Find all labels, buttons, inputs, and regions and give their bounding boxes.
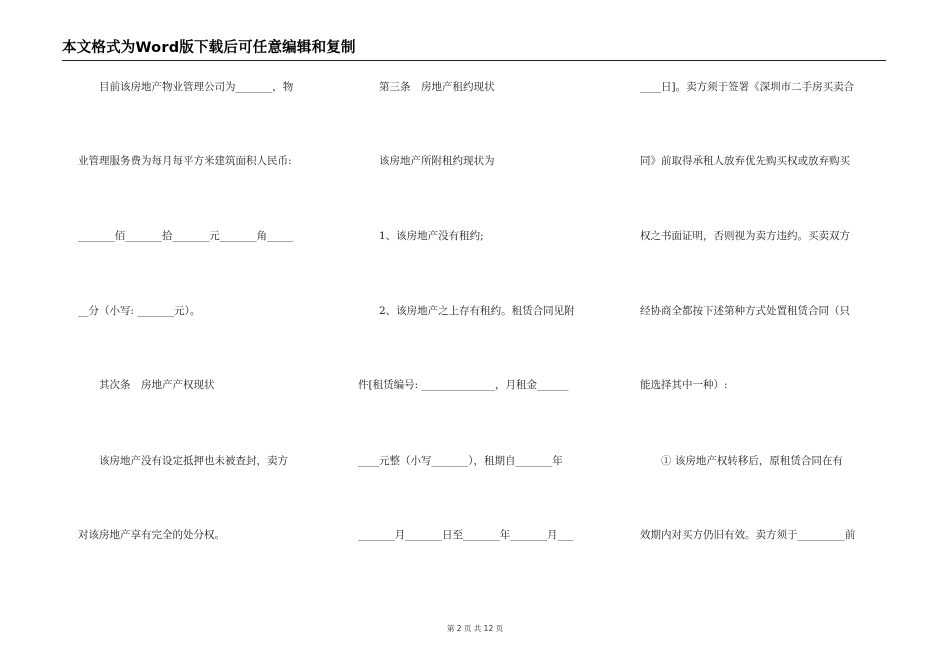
section-heading: 其次条 房地产产权现状 bbox=[78, 379, 215, 391]
text-line: _______月_______日至_______年_______月___ bbox=[358, 529, 574, 541]
text-line: 能选择其中一种）: bbox=[640, 379, 728, 391]
text-line: 同》前取得承租人放弃优先购买权或放弃购买 bbox=[640, 155, 850, 167]
text-line: __分（小写: _______元）。 bbox=[78, 305, 201, 317]
text-line: 经协商全都按下述第种方式处置租赁合同（只 bbox=[640, 305, 850, 317]
text-line: ____日]。卖方须于签署《深圳市二手房买卖合 bbox=[640, 81, 855, 93]
header-title: 本文格式为Word版下载后可任意编辑和复制 bbox=[62, 40, 356, 56]
text-line: _______佰_______拾_______元_______角_____ bbox=[78, 230, 294, 242]
text-line: 该房地产没有设定抵押也未被查封，卖方 bbox=[78, 455, 288, 467]
text-line: 1、该房地产没有租约; bbox=[358, 230, 484, 242]
text-line: ① 该房地产权转移后，原租赁合同在有 bbox=[640, 455, 843, 467]
text-line: 对该房地产享有完全的处分权。 bbox=[78, 529, 225, 541]
text-line: ____元整（小写_______），租期自_______年 bbox=[358, 455, 563, 467]
text-line: 2、该房地产之上存有租约。租赁合同见附 bbox=[358, 305, 575, 317]
text-line: 该房地产所附租约现状为 bbox=[358, 155, 495, 167]
text-line: 效期内对买方仍旧有效。卖方须于_________前 bbox=[640, 529, 856, 541]
text-line: 件[租赁编号: ______________，月租金______ bbox=[358, 379, 569, 391]
text-line: 权之书面证明，否则视为卖方违约。买卖双方 bbox=[640, 230, 850, 242]
page-number: 第 2 页 共 12 页 bbox=[446, 624, 504, 633]
text-line: 业管理服务费为每月每平方米建筑面积人民币: bbox=[78, 155, 292, 167]
text-line: 目前该房地产物业管理公司为_______，物 bbox=[78, 81, 294, 93]
document-header bbox=[62, 36, 886, 61]
section-heading: 第三条 房地产租约现状 bbox=[358, 81, 495, 93]
